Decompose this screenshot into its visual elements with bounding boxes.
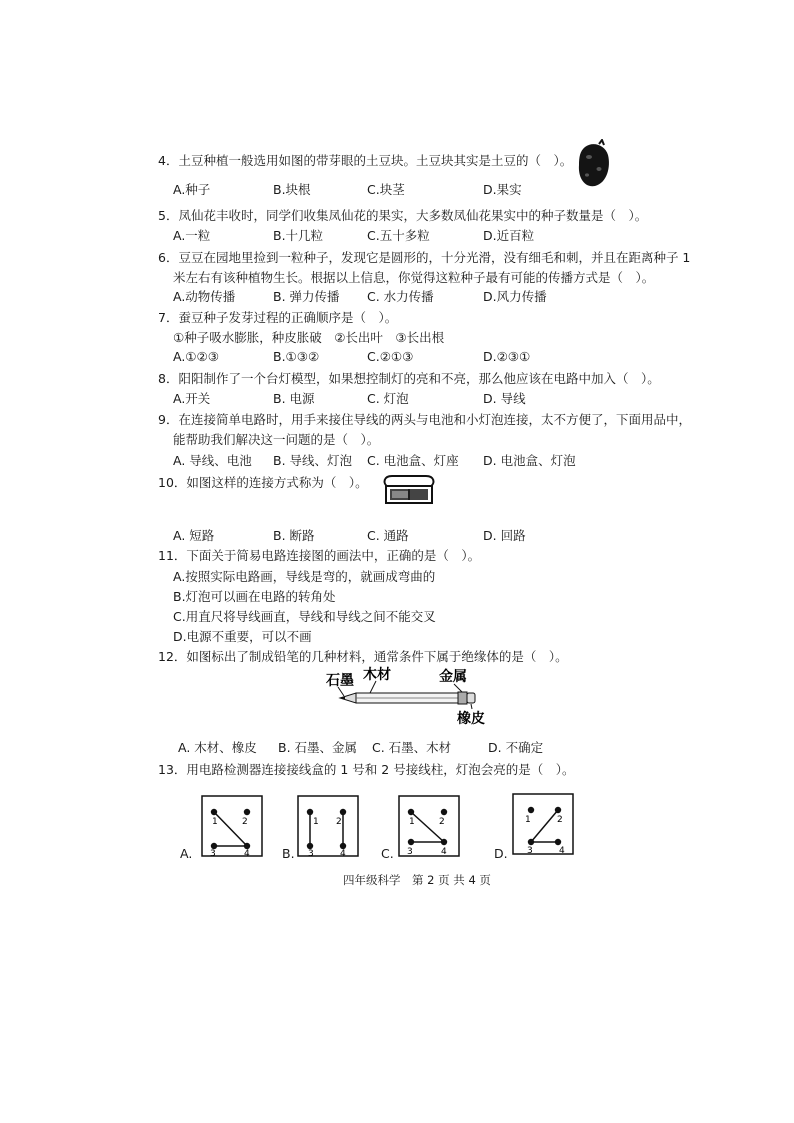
q4-option-b[interactable]: B.块根: [273, 182, 311, 197]
q12-option-c[interactable]: C. 石墨、木材: [372, 740, 452, 755]
q11-option-a[interactable]: A.按照实际电路画，导线是弯的，就画成弯曲的: [173, 569, 436, 584]
q6-stem-line2: 米左右有该种植物生长。根据以上信息，你觉得这粒种子最有可能的传播方式是（ ）。: [173, 270, 655, 285]
q13-diagram-b: [296, 794, 362, 860]
q7-stem: 7．蚕豆种子发芽过程的正确顺序是（ ）。: [158, 310, 398, 325]
q4-stem: 4．土豆种植一般选用如图的带芽眼的土豆块。土豆块其实是土豆的（ ）。: [158, 153, 573, 168]
q7-option-b[interactable]: B.①③②: [273, 349, 320, 364]
q11-option-d[interactable]: D.电源不重要，可以不画: [173, 629, 312, 644]
svg-text:4: 4: [441, 847, 447, 857]
svg-text:4: 4: [340, 849, 346, 859]
q8-option-a[interactable]: A.开关: [173, 391, 211, 406]
q9-option-c[interactable]: C. 电池盒、灯座: [367, 453, 459, 468]
q13-option-d[interactable]: D.: [494, 846, 508, 861]
q12-stem: 12．如图标出了制成铅笔的几种材料，通常条件下属于绝缘体的是（ ）。: [158, 649, 568, 664]
q11-stem: 11．下面关于简易电路连接图的画法中，正确的是（ ）。: [158, 548, 481, 563]
q8-option-b[interactable]: B. 电源: [273, 391, 315, 406]
q6-option-a[interactable]: A.动物传播: [173, 289, 236, 304]
svg-text:3: 3: [210, 849, 216, 859]
q6-stem-line1: 6．豆豆在园地里捡到一粒种子，发现它是圆形的，十分光滑，没有细毛和刺，并且在距离种子 1: [158, 250, 691, 265]
q7-option-c[interactable]: C.②①③: [367, 349, 414, 364]
q5-option-c[interactable]: C.五十多粒: [367, 228, 430, 243]
label-wood: 木材: [363, 667, 391, 683]
q10-option-b[interactable]: B. 断路: [273, 528, 315, 543]
q13-diagram-c: [397, 794, 463, 860]
q8-option-c[interactable]: C. 灯泡: [367, 391, 409, 406]
q10-option-a[interactable]: A. 短路: [173, 528, 215, 543]
svg-text:1: 1: [409, 817, 415, 827]
svg-text:4: 4: [244, 849, 250, 859]
svg-text:1: 1: [525, 815, 531, 825]
q12-option-d[interactable]: D. 不确定: [488, 740, 544, 755]
potato-image: [575, 139, 611, 189]
q6-option-c[interactable]: C. 水力传播: [367, 289, 434, 304]
q12-option-b[interactable]: B. 石墨、金属: [278, 740, 358, 755]
q5-stem: 5．凤仙花丰收时，同学们收集凤仙花的果实，大多数凤仙花果实中的种子数量是（ ）。: [158, 208, 648, 223]
q9-stem-line1: 9．在连接简单电路时，用手来接住导线的两头与电池和小灯泡连接，太不方便了，下面用品中，: [158, 412, 691, 427]
q8-option-d[interactable]: D. 导线: [483, 391, 526, 406]
q9-option-d[interactable]: D. 电池盒、灯泡: [483, 453, 576, 468]
q13-option-c[interactable]: C.: [381, 846, 394, 861]
svg-text:3: 3: [527, 846, 533, 856]
q11-option-b[interactable]: B.灯泡可以画在电路的转角处: [173, 589, 336, 604]
q13-option-a[interactable]: A.: [180, 846, 193, 861]
q13-diagram-a: [200, 794, 266, 860]
q5-option-b[interactable]: B.十几粒: [273, 228, 324, 243]
pencil-diagram: [326, 665, 486, 731]
q13-diagram-d: [511, 792, 577, 858]
q13-stem: 13．用电路检测器连接接线盒的 1 号和 2 号接线柱，灯泡会亮的是（ ）。: [158, 762, 575, 777]
svg-text:2: 2: [242, 817, 248, 827]
q9-option-a[interactable]: A. 导线、电池: [173, 453, 252, 468]
svg-text:3: 3: [407, 847, 413, 857]
q9-option-b[interactable]: B. 导线、灯泡: [273, 453, 353, 468]
q4-option-c[interactable]: C.块茎: [367, 182, 405, 197]
svg-text:1: 1: [313, 817, 319, 827]
svg-text:1: 1: [212, 817, 218, 827]
q5-option-d[interactable]: D.近百粒: [483, 228, 535, 243]
q5-option-a[interactable]: A.一粒: [173, 228, 211, 243]
svg-text:2: 2: [336, 817, 342, 827]
q7-steps: ①种子吸水膨胀，种皮胀破 ②长出叶 ③长出根: [173, 330, 445, 345]
q10-option-d[interactable]: D. 回路: [483, 528, 526, 543]
q13-option-b[interactable]: B.: [282, 846, 295, 861]
svg-text:3: 3: [308, 849, 314, 859]
q6-option-b[interactable]: B. 弹力传播: [273, 289, 340, 304]
svg-text:4: 4: [559, 846, 565, 856]
q4-option-a[interactable]: A.种子: [173, 182, 211, 197]
q4-option-d[interactable]: D.果实: [483, 182, 522, 197]
q9-stem-line2: 能帮助我们解决这一问题的是（ ）。: [173, 432, 380, 447]
q7-option-a[interactable]: A.①②③: [173, 349, 219, 364]
q8-stem: 8．阳阳制作了一个台灯模型，如果想控制灯的亮和不亮，那么他应该在电路中加入（ ）。: [158, 371, 660, 386]
q10-option-c[interactable]: C. 通路: [367, 528, 409, 543]
label-graphite: 石墨: [326, 673, 354, 689]
q11-option-c[interactable]: C.用直尺将导线画直，导线和导线之间不能交叉: [173, 609, 436, 624]
q10-stem: 10．如图这样的连接方式称为（ ）。: [158, 475, 368, 490]
label-rubber: 橡皮: [457, 711, 485, 727]
svg-text:2: 2: [557, 815, 563, 825]
short-circuit-image: [380, 473, 438, 507]
label-metal: 金属: [439, 669, 467, 685]
q12-option-a[interactable]: A. 木材、橡皮: [178, 740, 257, 755]
page-footer: 四年级科学 第 2 页 共 4 页: [343, 873, 491, 887]
svg-text:2: 2: [439, 817, 445, 827]
q6-option-d[interactable]: D.风力传播: [483, 289, 547, 304]
q7-option-d[interactable]: D.②③①: [483, 349, 531, 364]
